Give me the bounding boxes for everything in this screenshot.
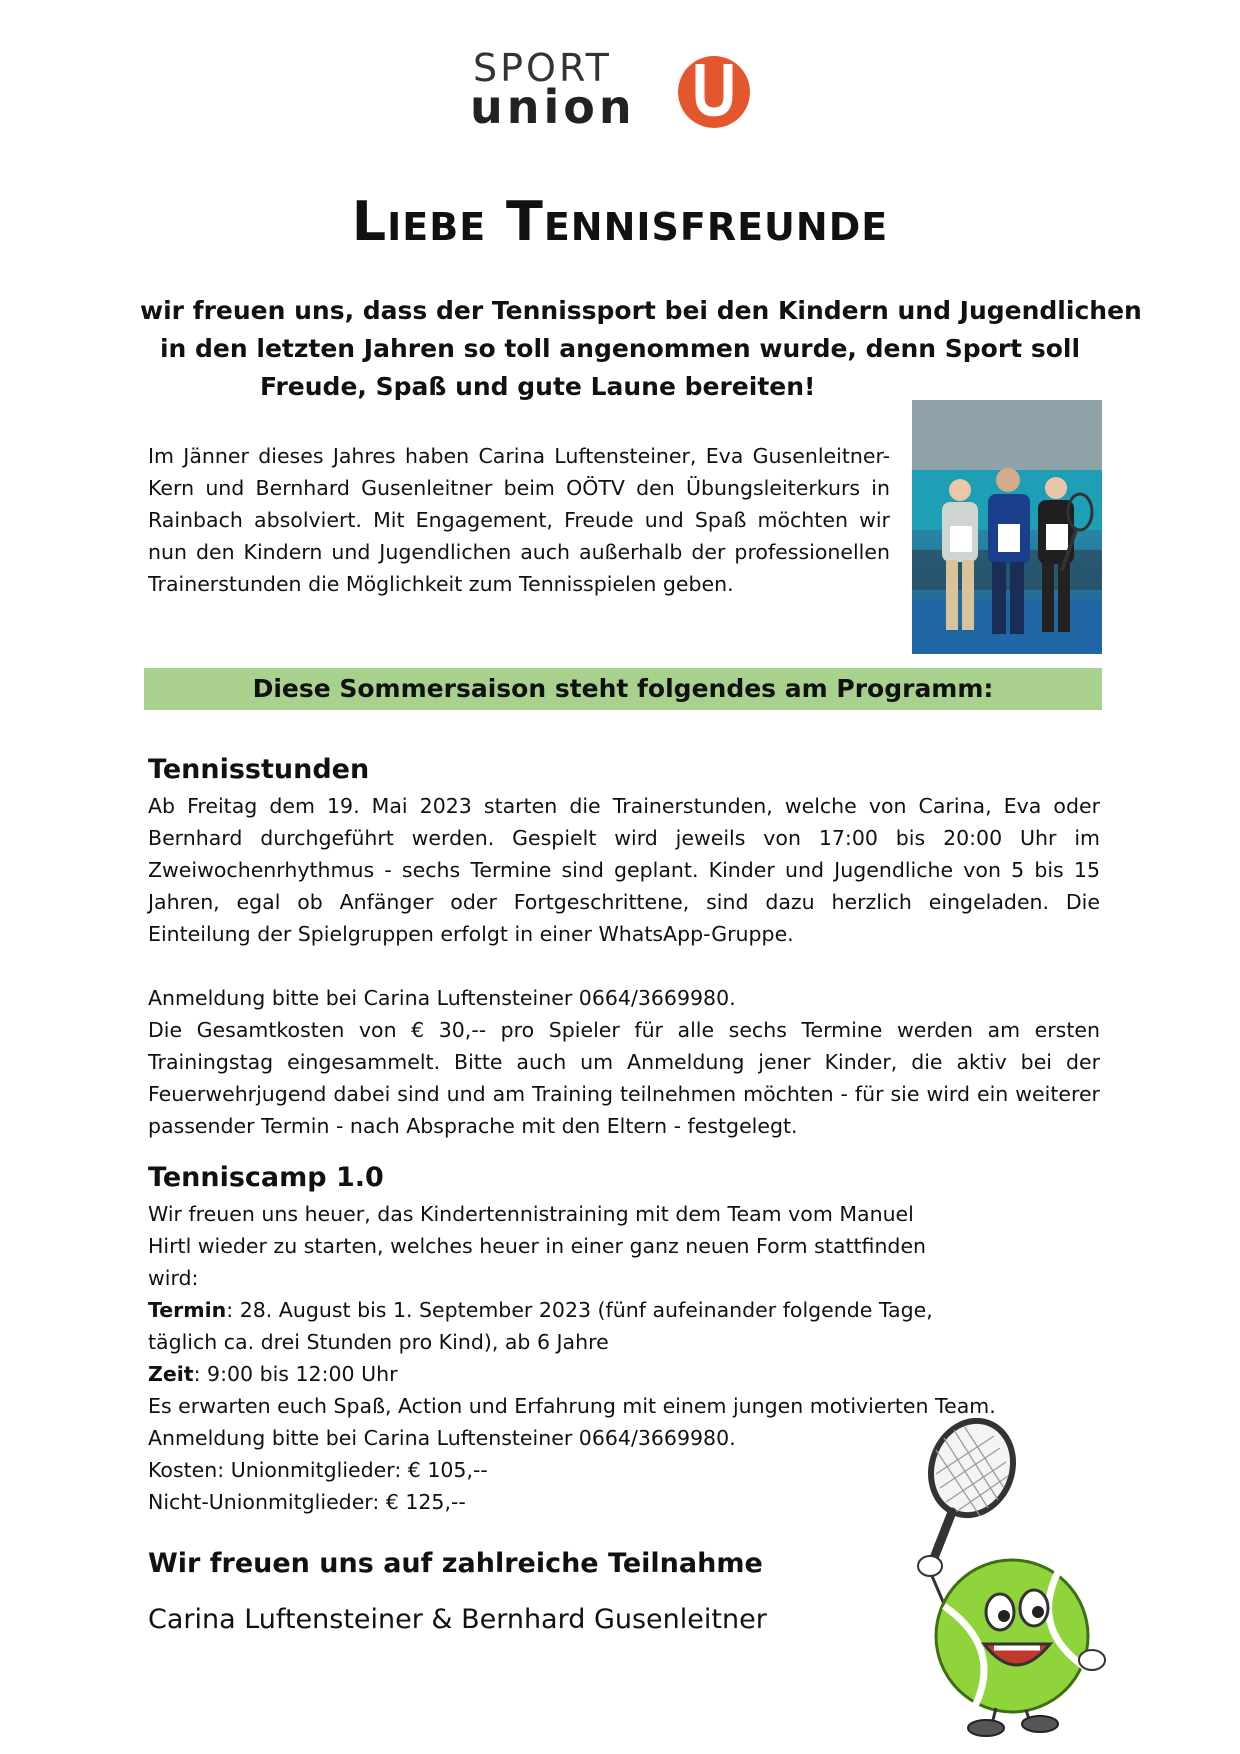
section-tenniscamp-text (148, 1198, 1100, 1422)
termin-label: Termin (148, 1298, 227, 1322)
page-title: Liebe Tennisfreunde (351, 190, 889, 253)
section-tennisstunden-text: Ab Freitag dem 19. Mai 2023 starten die Trainerstunden, welche von Carina, Eva oder Bernhard durchgeführt werden. Gespielt wird jeweils von 17:00 bis 20:00 Uhr im Zweiwochenrhythmus - sechs Termine sind geplant. Kinder und Jugendliche von 5 bis 15 Jahren, egal ob Anfänger oder Fortgeschrittene, sind dazu herzlich eingeladen. Die Einteilung der Spielgruppen erfolgt in einer WhatsApp-Gruppe. (148, 794, 1100, 946)
intro-text (140, 292, 1142, 406)
intro-line-1: wir freuen uns, dass der Tennissport bei den Kindern und Jugendlichen (140, 296, 1142, 325)
tenniscamp-closing-line: Es erwarten euch Spaß, Action und Erfahrung mit einem jungen motivierten Team. (148, 1394, 996, 1418)
section-tennisstunden-registration (148, 982, 1100, 1142)
tenniscamp-termin (148, 1294, 988, 1358)
section-heading-tenniscamp: Tenniscamp 1.0 (148, 1162, 384, 1193)
cost-nonmembers: Nicht-Unionmitglieder: € 125,-- (148, 1490, 466, 1514)
logo-text-sport: SPORT (473, 46, 612, 90)
signature: Carina Luftensteiner & Bernhard Gusenleitner (148, 1604, 767, 1635)
cost-members: Kosten: Unionmitglieder: € 105,-- (148, 1458, 488, 1482)
tenniscamp-zeit (148, 1358, 1100, 1390)
zeit-value: : 9:00 bis 12:00 Uhr (193, 1362, 398, 1386)
logo-text-union: union (470, 80, 636, 134)
tennis-mascot-drawing (900, 1418, 1120, 1738)
zeit-label: Zeit (148, 1362, 194, 1386)
group-photo (912, 400, 1102, 654)
costs-text: Die Gesamtkosten von € 30,-- pro Spieler für alle sechs Termine werden am ersten Trainingstag eingesammelt. Bitte auch um Anmeldung jener Kinder, die aktiv bei der Feuerwehrjugend dabei sind und am Training teilnehmen möchten - für sie wird ein weiterer passender Termin - nach Absprache mit den Eltern - festgelegt. (148, 1018, 1100, 1138)
closing-line: Wir freuen uns auf zahlreiche Teilnahme (148, 1548, 763, 1579)
logo-u-icon (676, 50, 752, 132)
registration-line: Anmeldung bitte bei Carina Luftensteiner 0664/3669980. (148, 986, 736, 1010)
tennis-ball-mascot-icon (900, 1418, 1120, 1738)
intro-line-3: Freude, Spaß und gute Laune bereiten! (260, 372, 816, 401)
sport-union-logo (470, 48, 770, 138)
section-heading-tennisstunden: Tennisstunden (148, 754, 370, 785)
tenniscamp-registration (148, 1422, 908, 1518)
tenniscamp-registration-line: Anmeldung bitte bei Carina Luftensteiner 0664/3669980. (148, 1426, 736, 1450)
intro-line-2: in den letzten Jahren so toll angenommen wurde, denn Sport soll (159, 334, 1081, 363)
intro-paragraph: Im Jänner dieses Jahres haben Carina Luftensteiner, Eva Gusenleitner-Kern und Bernhard Gusenleitner beim OÖTV den Übungsleiterkurs in Rainbach absolviert. Mit Engagement, Freude und Spaß möchten wir nun den Kindern und Jugendlichen auch außerhalb der professionellen Trainerstunden die Möglichkeit zum Tennisspielen geben. (148, 444, 890, 596)
termin-value: : 28. August bis 1. September 2023 (fünf aufeinander folgende Tage, täglich ca. drei Stunden pro Kind), ab 6 Jahre (148, 1298, 933, 1354)
tenniscamp-intro: Wir freuen uns heuer, das Kindertennistraining mit dem Team vom Manuel Hirtl wieder zu starten, welches heuer in einer ganz neuen Form stattfinden wird: (148, 1202, 927, 1290)
group-photo-image (912, 400, 1102, 654)
program-banner: Diese Sommersaison steht folgendes am Programm: (144, 668, 1102, 710)
